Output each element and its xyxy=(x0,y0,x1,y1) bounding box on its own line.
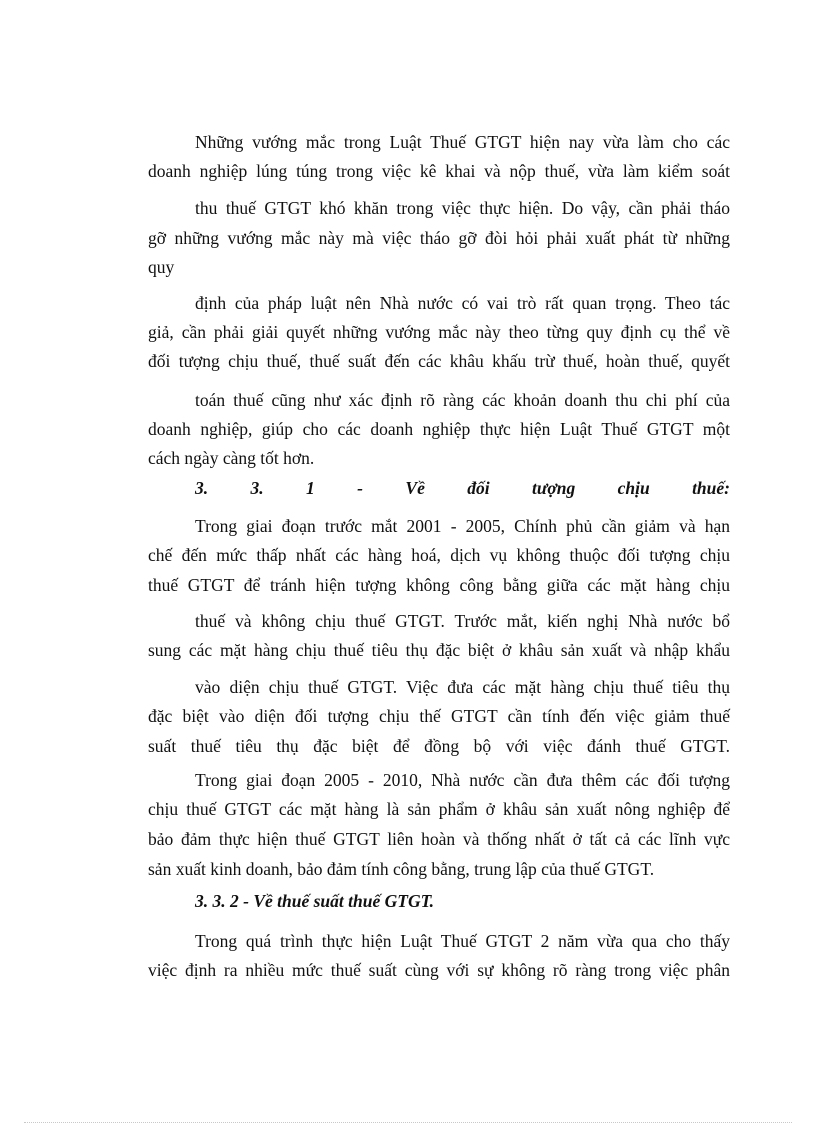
paragraph-line: quy xyxy=(148,257,175,277)
paragraph-line: thuế GTGT để tránh hiện tượng không công bằng giữa các mặt hàng chịu xyxy=(148,575,730,595)
paragraph-line: gỡ những vướng mắc này mà việc tháo gỡ đòi hỏi phải xuất phát từ những xyxy=(148,228,730,248)
paragraph-line: sung các mặt hàng chịu thuế tiêu thụ đặc biệt ở khâu sản xuất và nhập khẩu xyxy=(148,640,730,660)
paragraph-line: toán thuế cũng như xác định rõ ràng các khoản doanh thu chi phí của xyxy=(195,390,730,410)
paragraph-line: đặc biệt vào diện đối tượng chịu thế GTGT cần tính đến việc giảm thuế xyxy=(148,706,730,726)
paragraph-line: doanh nghiệp, giúp cho các doanh nghiệp thực hiện Luật Thuế GTGT một xyxy=(148,419,730,439)
paragraph-line: chế đến mức thấp nhất các hàng hoá, dịch vụ không thuộc đối tượng chịu xyxy=(148,545,730,565)
paragraph-line: đối tượng chịu thuế, thuế suất đến các khâu khấu trừ thuế, hoàn thuế, quyết xyxy=(148,351,730,371)
paragraph-line: Trong quá trình thực hiện Luật Thuế GTGT 2 năm vừa qua cho thấy xyxy=(195,931,730,951)
paragraph-line: sản xuất kinh doanh, bảo đảm tính công bằng, trung lập của thuế GTGT. xyxy=(148,859,655,879)
paragraph-line: suất thuế tiêu thụ đặc biệt để đồng bộ với việc đánh thuế GTGT. xyxy=(148,736,730,756)
section-heading-3-3-1: 3. 3. 1 - Về đối tượng chịu thuế: xyxy=(195,478,730,498)
paragraph-line: chịu thuế GTGT các mặt hàng là sản phẩm ở khâu sản xuất nông nghiệp để xyxy=(148,799,730,819)
paragraph-line: định của pháp luật nên Nhà nước có vai trò rất quan trọng. Theo tác xyxy=(195,293,730,313)
paragraph-line: Trong giai đoạn trước mắt 2001 - 2005, Chính phủ cần giảm và hạn xyxy=(195,516,730,536)
paragraph-line: việc định ra nhiều mức thuế suất cùng với sự không rõ ràng trong việc phân xyxy=(148,960,730,980)
paragraph-line: thu thuế GTGT khó khăn trong việc thực hiện. Do vậy, cần phải tháo xyxy=(195,198,730,218)
paragraph-line: thuế và không chịu thuế GTGT. Trước mắt, kiến nghị Nhà nước bổ xyxy=(195,611,730,631)
paragraph-line: vào diện chịu thuế GTGT. Việc đưa các mặt hàng chịu thuế tiêu thụ xyxy=(195,677,730,697)
paragraph-line: cách ngày càng tốt hơn. xyxy=(148,448,315,468)
paragraph-line: Những vướng mắc trong Luật Thuế GTGT hiện nay vừa làm cho các xyxy=(195,132,730,152)
paragraph-line: bảo đảm thực hiện thuế GTGT liên hoàn và thống nhất ở tất cả các lĩnh vực xyxy=(148,829,730,849)
paragraph-line: Trong giai đoạn 2005 - 2010, Nhà nước cần đưa thêm các đối tượng xyxy=(195,770,730,790)
paragraph-line: giả, cần phải giải quyết những vướng mắc này theo từng quy định cụ thể về xyxy=(148,322,730,342)
paragraph-line: doanh nghiệp lúng túng trong việc kê khai và nộp thuế, vừa làm kiểm soát xyxy=(148,161,730,181)
section-heading-3-3-2: 3. 3. 2 - Về thuế suất thuế GTGT. xyxy=(195,891,435,911)
